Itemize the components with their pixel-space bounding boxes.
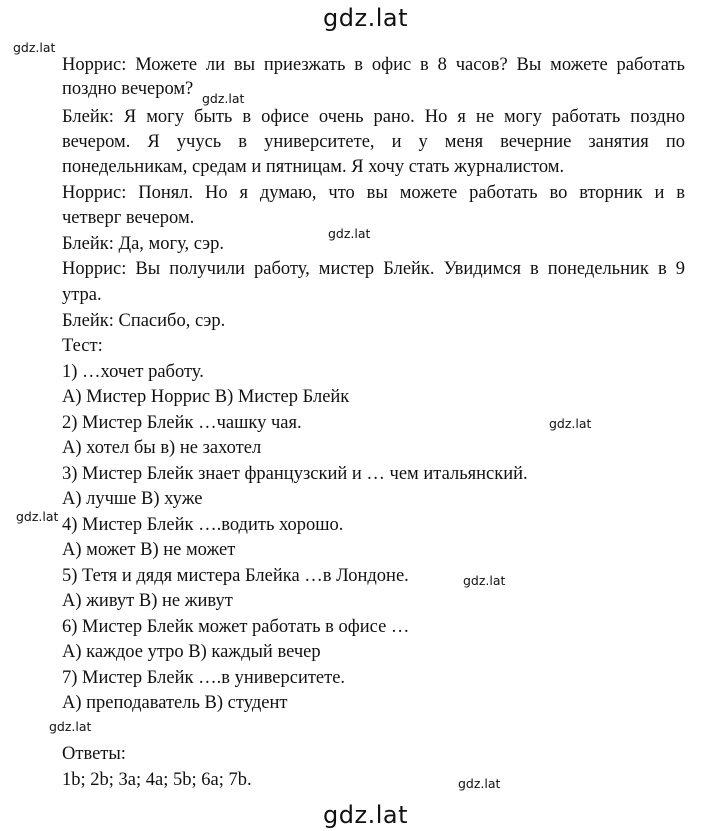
test-heading: Тест:: [62, 336, 103, 356]
test-question: 5) Тетя и дядя мистера Блейка …в Лондоне.: [62, 566, 409, 586]
watermark: gdz.lat: [49, 719, 92, 734]
dialogue-line: вечером. Я учусь в университете, и у меня вечерние занятия по: [62, 132, 685, 152]
watermark-bottom: gdz.lat: [323, 801, 408, 829]
watermark-top: gdz.lat: [323, 4, 408, 32]
test-question: 2) Мистер Блейк …чашку чая.: [62, 413, 302, 433]
test-options: A) Мистер Норрис B) Мистер Блейк: [62, 387, 350, 407]
test-options: A) лучше B) хуже: [62, 489, 203, 509]
dialogue-line: Норрис: Можете ли вы приезжать в офис в 8 часов? Вы можете работать: [62, 55, 685, 75]
test-options: A) каждое утро B) каждый вечер: [62, 642, 321, 662]
test-question: 3) Мистер Блейк знает французский и … чем итальянский.: [62, 464, 528, 484]
dialogue-line: Норрис: Вы получили работу, мистер Блейк. Увидимся в понедельник в 9: [62, 259, 685, 279]
dialogue-line: Блейк: Я могу быть в офисе очень рано. Но я не могу работать поздно: [62, 107, 685, 127]
dialogue-line: Норрис: Понял. Но я думаю, что вы можете работать во вторник и в: [62, 183, 685, 203]
dialogue-line: понедельникам, средам и пятницам. Я хочу стать журналистом.: [62, 157, 565, 177]
test-question: 1) …хочет работу.: [62, 362, 204, 382]
watermark: gdz.lat: [463, 573, 506, 588]
test-options: A) может B) не может: [62, 540, 236, 560]
dialogue-line: поздно вечером?: [62, 79, 194, 99]
test-options: A) живут B) не живут: [62, 591, 233, 611]
watermark: gdz.lat: [458, 776, 501, 791]
answers-list: 1b; 2b; 3a; 4a; 5b; 6a; 7b.: [62, 770, 252, 790]
test-options: A) хотел бы в) не захотел: [62, 438, 262, 458]
dialogue-line: Блейк: Спасибо, сэр.: [62, 311, 226, 331]
answers-heading: Ответы:: [62, 744, 126, 764]
test-question: 7) Мистер Блейк ….в университете.: [62, 668, 346, 688]
test-options: A) преподаватель B) студент: [62, 693, 288, 713]
watermark: gdz.lat: [202, 91, 245, 106]
watermark: gdz.lat: [13, 40, 56, 55]
watermark: gdz.lat: [16, 509, 59, 524]
dialogue-line: Блейк: Да, могу, сэр.: [62, 234, 225, 254]
test-question: 4) Мистер Блейк ….водить хорошо.: [62, 515, 344, 535]
test-question: 6) Мистер Блейк может работать в офисе …: [62, 617, 410, 637]
watermark: gdz.lat: [549, 416, 592, 431]
dialogue-line: утра.: [62, 285, 102, 305]
dialogue-line: четверг вечером.: [62, 208, 195, 228]
watermark: gdz.lat: [328, 226, 371, 241]
